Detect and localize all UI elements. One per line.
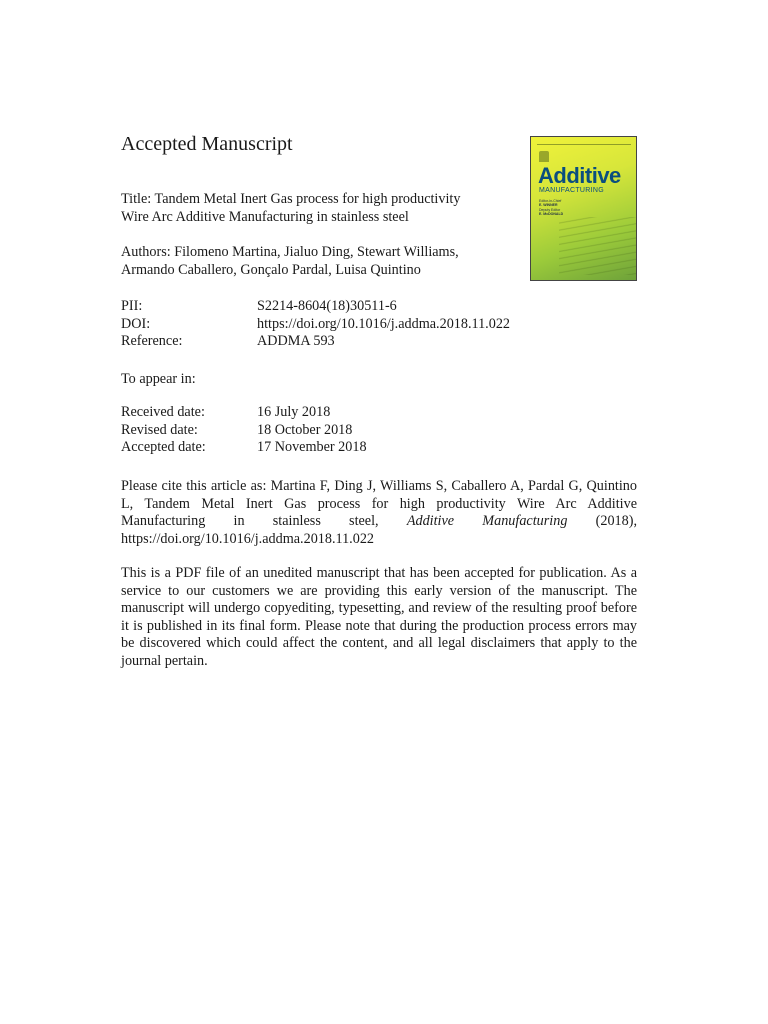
meta-row-reference — [121, 333, 510, 351]
title-line: Title: Tandem Metal Inert Gas process for high productivity — [121, 191, 461, 207]
cover-editor-role: Editor-in-Chief — [539, 199, 562, 203]
article-title — [121, 191, 501, 226]
journal-cover-image — [530, 136, 637, 281]
date-value: 16 July 2018 — [257, 404, 331, 420]
date-value: 17 November 2018 — [257, 439, 367, 456]
meta-label: PII: — [121, 298, 143, 314]
cover-subtitle: MANUFACTURING — [539, 187, 604, 194]
date-row-received — [121, 404, 367, 422]
date-label: Accepted date: — [121, 439, 206, 456]
cover-rule — [537, 144, 631, 147]
meta-label: DOI: — [121, 315, 151, 332]
title-line: Wire Arc Additive Manufacturing in stainless steel — [121, 208, 409, 225]
date-row-accepted — [121, 439, 367, 457]
cover-title: Additive — [538, 163, 621, 188]
authors-line: Authors: Filomeno Martina, Jialuo Ding, Stewart Williams, — [121, 244, 459, 260]
doi-link[interactable]: https://doi.org/10.1016/j.addma.2018.11.022 — [257, 315, 511, 332]
date-value: 18 October 2018 — [257, 421, 353, 438]
elsevier-logo-icon — [539, 151, 549, 162]
citation-paragraph — [121, 478, 637, 548]
journal-name: Additive Manufacturing — [406, 513, 568, 530]
cover-editor-name: E. WINNER — [539, 203, 558, 207]
meta-value: ADDMA 593 — [257, 333, 335, 350]
citation-text: Please cite this article as: Martina F, Ding J, Williams S, Caballero A, Pardal G, Quintino L, Tandem Metal Inert Gas process for high productivity Wire Arc Additive Manufacturing in stainless steel, — [121, 478, 637, 530]
cover-editor-role: Deputy Editor — [539, 208, 561, 212]
to-appear-label: To appear in: — [121, 371, 196, 387]
notice-paragraph: This is a PDF file of an unedited manuscript that has been accepted for publication. As a service to our customers we are providing this early version of the manuscript. The manuscript will undergo copyediting, typesetting, and review of the resulting proof before it is published in its final form. Please note that during the production process errors may be discovered which could affect the content, and all legal disclaimers that apply to the journal pertain. — [121, 565, 637, 669]
cover-editor-name: E. McDONALD — [539, 212, 564, 216]
meta-row-pii — [121, 298, 510, 316]
date-label: Revised date: — [121, 421, 198, 438]
date-row-revised — [121, 422, 367, 440]
cover-artwork — [559, 217, 637, 275]
article-authors — [121, 244, 501, 279]
date-label: Received date: — [121, 404, 205, 420]
metadata-table — [121, 298, 510, 351]
citation-doi: (2018), https://doi.org/10.1016/j.addma.2018.11.022 — [121, 513, 638, 547]
page-title: Accepted Manuscript — [121, 133, 293, 155]
meta-label: Reference: — [121, 333, 183, 350]
authors-line: Armando Caballero, Gonçalo Pardal, Luisa Quintino — [121, 261, 421, 278]
dates-table — [121, 404, 367, 457]
meta-row-doi — [121, 316, 510, 334]
meta-value: S2214-8604(18)30511-6 — [257, 298, 397, 314]
